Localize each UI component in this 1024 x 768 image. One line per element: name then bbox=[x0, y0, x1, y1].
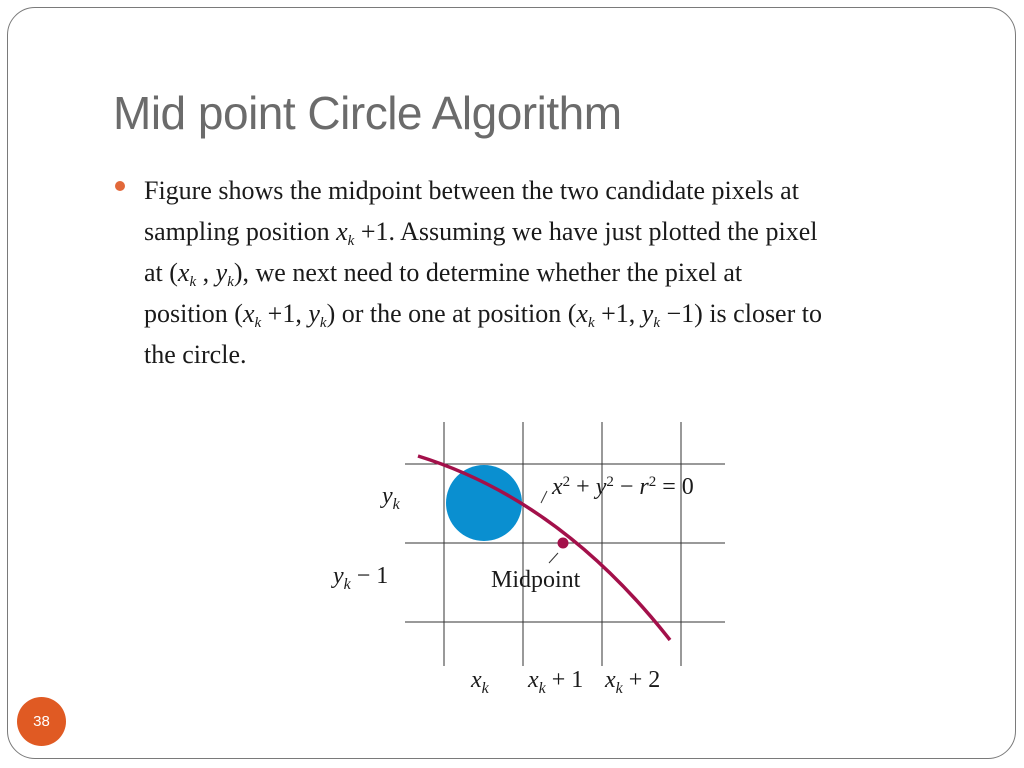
math-y: y bbox=[333, 563, 344, 589]
math-sub: k bbox=[653, 315, 661, 331]
math-x: x bbox=[605, 667, 616, 693]
page-number-badge: 38 bbox=[17, 697, 66, 746]
math-sub: k bbox=[481, 680, 489, 697]
text: +1. Assuming we have just plotted the pixel bbox=[354, 217, 818, 246]
midpoint-leader bbox=[549, 553, 558, 563]
midpoint-label: Midpoint bbox=[491, 567, 581, 593]
math-sub: k bbox=[347, 233, 355, 249]
equation-leader bbox=[541, 491, 547, 503]
math-sub: k bbox=[319, 315, 327, 331]
slide-title: Mid point Circle Algorithm bbox=[113, 87, 622, 139]
math-y: y bbox=[382, 483, 393, 509]
math-x: x bbox=[528, 667, 539, 693]
math-sub: k bbox=[538, 680, 546, 697]
text: +1, bbox=[594, 299, 642, 328]
math-sub: k bbox=[189, 274, 197, 290]
text: ), we next need to determine whether the pixel at bbox=[233, 258, 743, 287]
text: −1) is closer to bbox=[660, 299, 822, 328]
math-x: x bbox=[242, 299, 255, 328]
row-label-yk bbox=[380, 483, 401, 513]
math-x: x bbox=[471, 667, 482, 693]
col-label-xk-plus-2 bbox=[604, 667, 660, 697]
midpoint-marker bbox=[558, 538, 569, 549]
text: position ( bbox=[144, 299, 243, 328]
math-y: y bbox=[215, 258, 228, 287]
text: at ( bbox=[144, 258, 178, 287]
math-tail: − 1 bbox=[350, 563, 389, 589]
math-x: x bbox=[576, 299, 588, 328]
math-sub: k bbox=[227, 274, 234, 290]
math-sub: k bbox=[587, 315, 595, 331]
math-sub: k bbox=[615, 680, 623, 697]
math-tail: + 2 bbox=[622, 667, 661, 693]
row-label-yk-minus-1 bbox=[331, 563, 388, 593]
text: +1, bbox=[261, 299, 309, 328]
math-x: x bbox=[336, 217, 348, 246]
math-tail: + 1 bbox=[545, 667, 584, 693]
math-sub: k bbox=[254, 315, 262, 331]
text: sampling position bbox=[144, 217, 337, 246]
math-sub: k bbox=[343, 576, 351, 593]
bullet-line-1: Figure shows the midpoint between the two candidate pixels at bbox=[144, 176, 799, 205]
text: ) or the one at position ( bbox=[326, 299, 577, 328]
plotted-pixel bbox=[446, 465, 522, 541]
bullet-line-5: the circle. bbox=[144, 340, 247, 369]
text: , bbox=[196, 258, 216, 287]
col-label-xk bbox=[470, 667, 490, 697]
circle-equation-label: $x^2 + y^2 - r^2 = 0$ bbox=[552, 474, 694, 500]
math-y: y bbox=[308, 299, 320, 328]
math-x: x bbox=[177, 258, 190, 287]
math-sub: k bbox=[392, 496, 400, 513]
math-y: y bbox=[641, 299, 654, 328]
col-label-xk-plus-1 bbox=[527, 667, 583, 697]
